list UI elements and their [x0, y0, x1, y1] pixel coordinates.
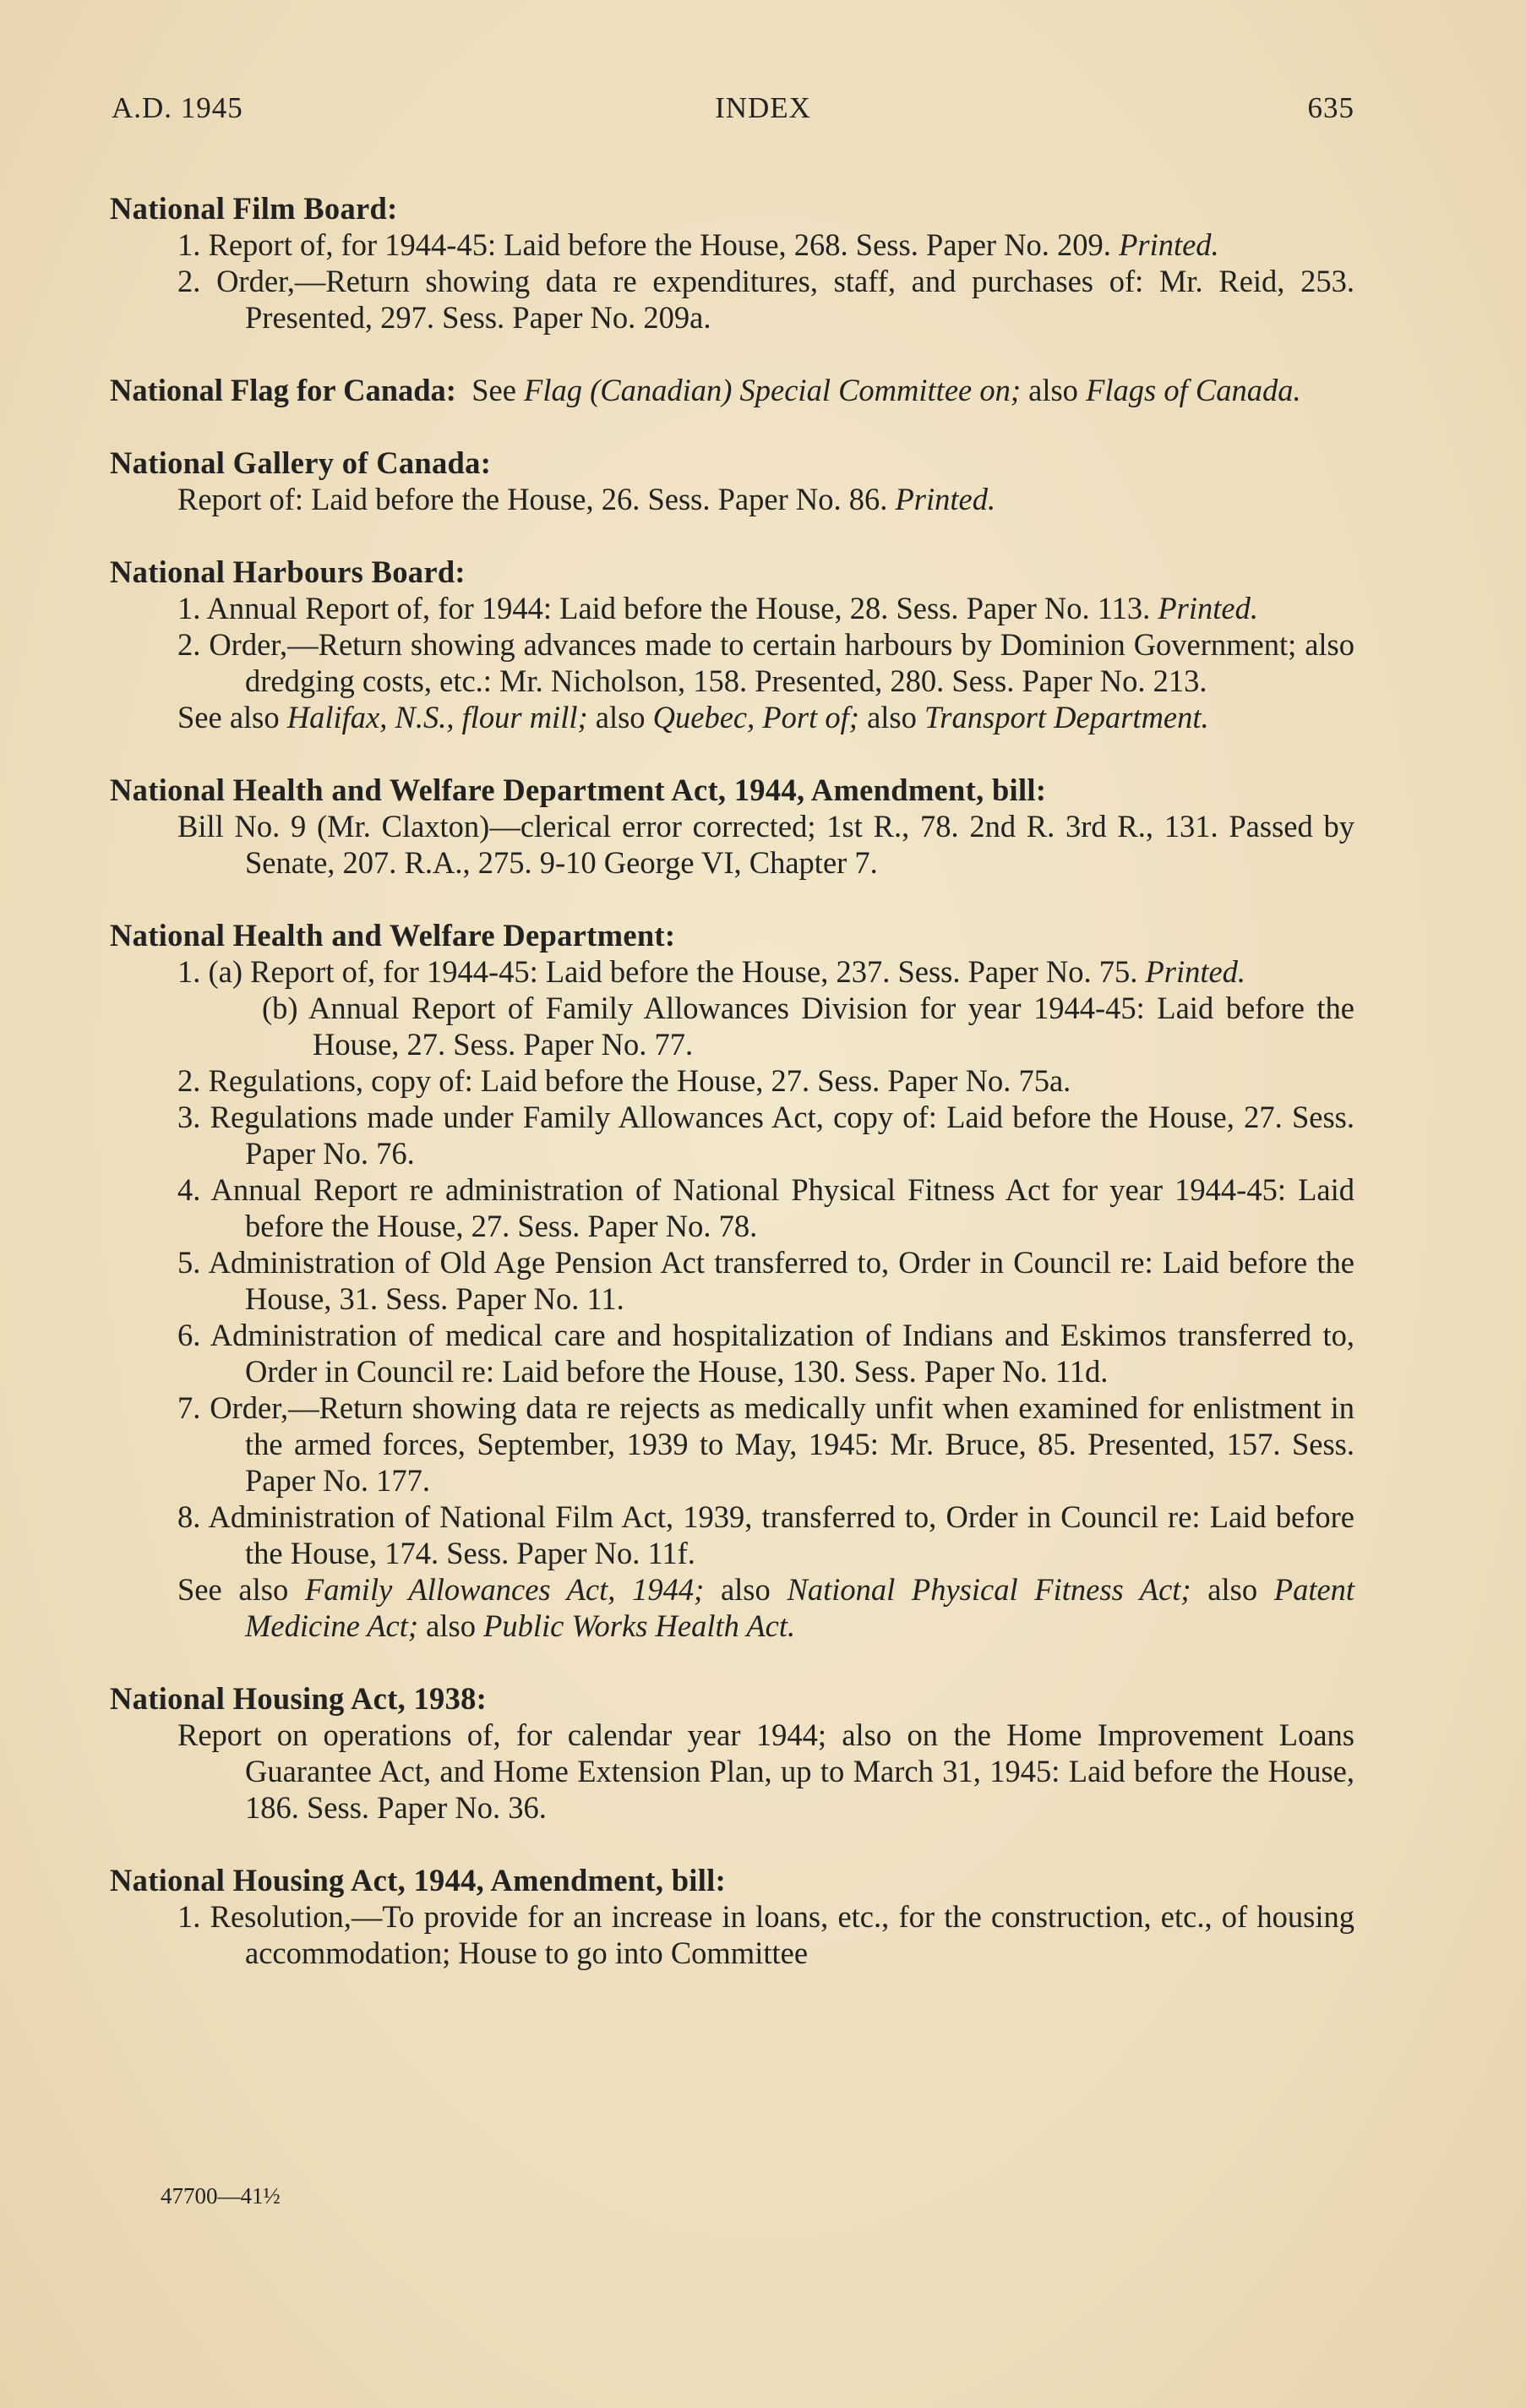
- see-text: also: [426, 1608, 476, 1643]
- item-text: Administration of Old Age Pension Act transferred to, Order in Council re: Laid before the House, 31. Sess. Paper No. 11.: [208, 1245, 1354, 1316]
- see-text: also: [1207, 1572, 1258, 1607]
- see-reference: Flags of Canada.: [1086, 373, 1301, 407]
- see-text: See also: [177, 1572, 289, 1607]
- list-item: [110, 1717, 1354, 1826]
- item-text: Annual Report re administration of National Physical Fitness Act for year 1944-45: Laid before the House, 27. Sess. Paper No. 78.: [210, 1172, 1354, 1243]
- entry-health-welfare-act: [110, 772, 1354, 881]
- entry-heading: National Film Board:: [110, 191, 398, 226]
- see-text: also: [1028, 373, 1078, 407]
- entry-heading: National Flag for Canada:: [110, 373, 456, 407]
- item-text: Bill No. 9 (Mr. Claxton)—clerical error corrected; 1st R., 78. 2nd R. 3rd R., 131. Passed by Senate, 207. R.A., 275. 9-10 George VI, Chapter 7.: [177, 809, 1354, 880]
- see-reference: Flag (Canadian) Special Committee on;: [524, 373, 1022, 407]
- item-text: Order,—Return showing data re expenditures, staff, and purchases of: Mr. Reid, 253. Presented, 297. Sess. Paper No. 209a.: [216, 264, 1355, 335]
- entry-health-welfare-department: [110, 917, 1354, 1644]
- item-text: Regulations, copy of: Laid before the House, 27. Sess. Paper No. 75a.: [208, 1063, 1071, 1098]
- page-number: 635: [1307, 91, 1354, 124]
- list-item: [110, 1317, 1354, 1390]
- item-number: 1.: [177, 227, 201, 262]
- list-item: [110, 990, 1354, 1062]
- header-title: INDEX: [715, 91, 811, 124]
- list-item: [110, 1244, 1354, 1317]
- list-item: [110, 1099, 1354, 1171]
- entry-heading: National Health and Welfare Department Act, 1944, Amendment, bill:: [110, 773, 1047, 807]
- entry-national-film-board: [110, 190, 1354, 336]
- entry-heading: National Health and Welfare Department:: [110, 918, 676, 953]
- list-item: [110, 1898, 1354, 1971]
- list-item: [110, 227, 1354, 263]
- entry-heading: National Housing Act, 1944, Amendment, bill:: [110, 1863, 727, 1897]
- item-number: 7.: [177, 1390, 201, 1425]
- item-number: 5.: [177, 1245, 201, 1280]
- see-text: also: [595, 700, 646, 734]
- index-content: [110, 190, 1354, 2007]
- item-number: 2.: [177, 1063, 201, 1098]
- item-text: Report of: Laid before the House, 26. Sess. Paper No. 86.: [177, 482, 888, 516]
- list-item: [110, 1171, 1354, 1244]
- list-item: [110, 1390, 1354, 1499]
- item-number: 1.: [177, 1899, 201, 1934]
- item-italic: Printed.: [1158, 591, 1258, 625]
- header-year: A.D. 1945: [112, 91, 243, 124]
- item-text: Order,—Return showing data re rejects as medically unfit when examined for enlistment in the armed forces, September, 1939 to May, 1945: Mr. Bruce, 85. Presented, 157. Sess. Paper No. 177.: [210, 1390, 1354, 1498]
- item-text: Report of, for 1944-45: Laid before the House, 268. Sess. Paper No. 209.: [208, 227, 1111, 262]
- list-item: [110, 590, 1354, 626]
- entry-heading: National Gallery of Canada:: [110, 445, 492, 480]
- entry-housing-act-1938: [110, 1680, 1354, 1826]
- printer-code: 47700—41½: [161, 2183, 281, 2209]
- see-reference: Transport Department.: [924, 700, 1209, 734]
- item-text: Annual Report of, for 1944: Laid before the House, 28. Sess. Paper No. 113.: [206, 591, 1151, 625]
- entry-national-flag: [110, 372, 1354, 408]
- entry-national-harbours-board: [110, 554, 1354, 735]
- item-text: Regulations made under Family Allowances Act, copy of: Laid before the House, 27. Sess. Paper No. 76.: [210, 1100, 1355, 1171]
- list-item: [110, 1499, 1354, 1571]
- list-item: [110, 626, 1354, 699]
- see-also: [110, 1571, 1354, 1644]
- list-item: [110, 953, 1354, 990]
- see-reference: National Physical Fitness Act;: [787, 1572, 1191, 1607]
- item-text: Administration of medical care and hospitalization of Indians and Eskimos transferred to, Order in Council re: Laid before the House, 130. Sess. Paper No. 11d.: [210, 1318, 1354, 1389]
- see-also: [110, 699, 1354, 735]
- item-number: 6.: [177, 1318, 201, 1352]
- list-item: [110, 263, 1354, 336]
- item-italic: Printed.: [1145, 954, 1246, 989]
- see-reference: Public Works Health Act.: [483, 1608, 796, 1643]
- see-reference: Halifax, N.S., flour mill;: [286, 700, 588, 734]
- item-text: Resolution,—To provide for an increase in loans, etc., for the construction, etc., of housing accommodation; House to go into Committee: [210, 1899, 1354, 1970]
- entry-national-gallery: [110, 445, 1354, 517]
- item-text: Report of, for 1944-45: Laid before the House, 237. Sess. Paper No. 75.: [250, 954, 1138, 989]
- item-text: Report on operations of, for calendar year 1944; also on the Home Improvement Loans Guarantee Act, and Home Extension Plan, up to March 31, 1945: Laid before the House, 186. Sess. Paper No. 36.: [177, 1717, 1354, 1825]
- item-number: 1.: [177, 954, 201, 989]
- item-number: 3.: [177, 1100, 201, 1134]
- list-item: [110, 481, 1354, 517]
- see-reference: Quebec, Port of;: [652, 700, 859, 734]
- item-sublabel: (a): [208, 954, 243, 989]
- entry-line: [110, 372, 1354, 408]
- item-sublabel: (b): [262, 991, 298, 1025]
- item-text: Administration of National Film Act, 1939, transferred to, Order in Council re: Laid before the House, 174. Sess. Paper No. 11f.: [208, 1499, 1354, 1570]
- item-text: Order,—Return showing advances made to certain harbours by Dominion Government; also dredging costs, etc.: Mr. Nicholson, 158. Presented, 280. Sess. Paper No. 213.: [209, 627, 1355, 698]
- item-italic: Printed.: [1119, 227, 1219, 262]
- item-number: 4.: [177, 1172, 201, 1207]
- entry-heading: National Harbours Board:: [110, 554, 466, 589]
- item-number: 1.: [177, 591, 201, 625]
- list-item: [110, 1062, 1354, 1099]
- see-text: See: [471, 373, 516, 407]
- item-text: Annual Report of Family Allowances Division for year 1944-45: Laid before the House, 27. Sess. Paper No. 77.: [308, 991, 1354, 1062]
- item-number: 8.: [177, 1499, 201, 1534]
- see-text: also: [720, 1572, 771, 1607]
- list-item: [110, 808, 1354, 881]
- see-text: also: [867, 700, 917, 734]
- item-italic: Printed.: [895, 482, 996, 516]
- see-reference: Family Allowances Act, 1944;: [304, 1572, 705, 1607]
- entry-heading: National Housing Act, 1938:: [110, 1681, 488, 1716]
- see-reference: Patent Medicine Act;: [245, 1572, 1355, 1643]
- entry-housing-act-1944: [110, 1862, 1354, 1971]
- item-number: 2.: [177, 627, 201, 662]
- item-number: 2.: [177, 264, 201, 298]
- see-text: See also: [177, 700, 280, 734]
